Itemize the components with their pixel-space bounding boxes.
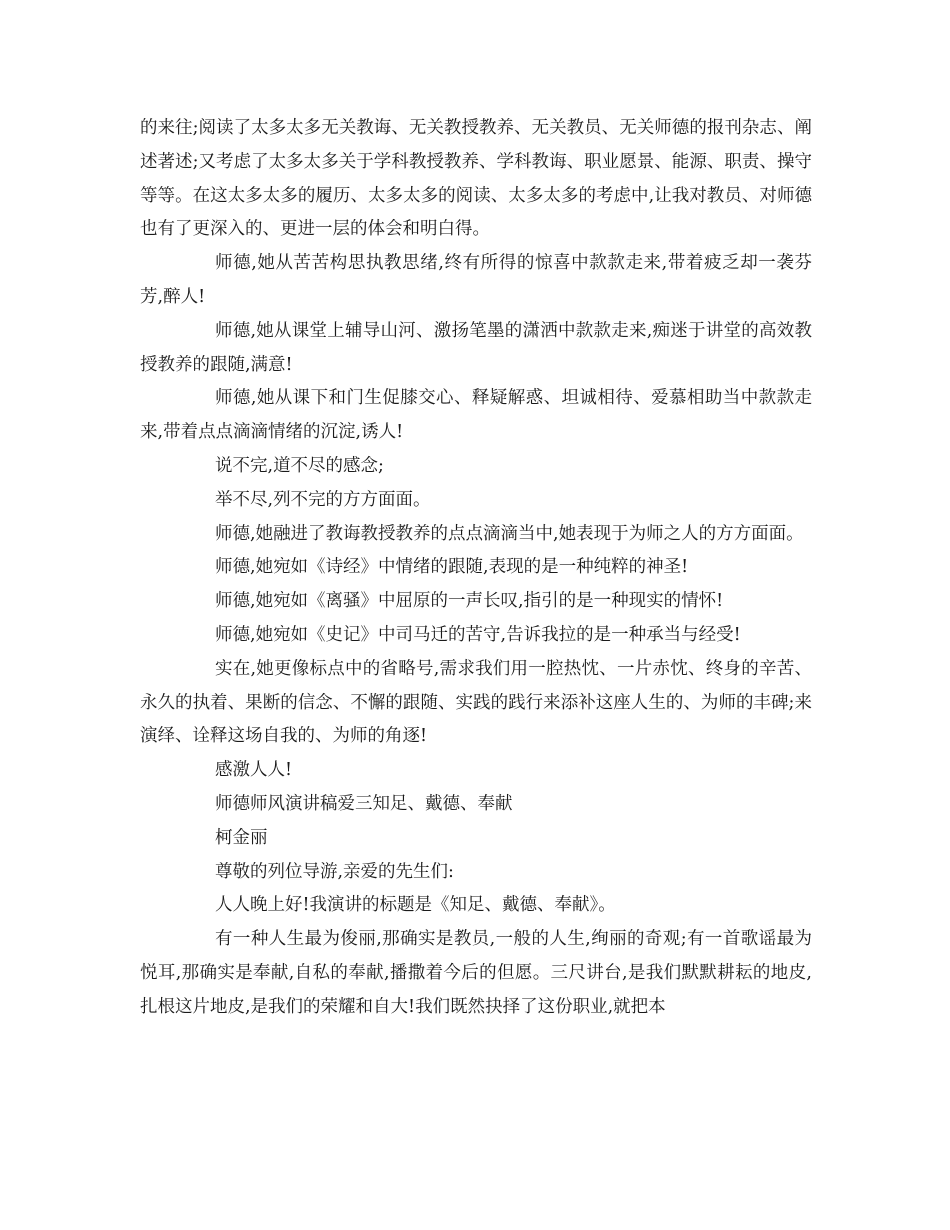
greeting: 人人晚上好!我演讲的标题是《知足、戴德、奉献》。 [215, 895, 616, 916]
paragraph-11: 实在,她更像标点中的省略号,需求我们用一腔热忱、一片赤忱、终身的辛苦、永久的执着、果断的信念、不懈的跟随、实践的践行来添补这座人生的、为师的丰碑;来演绎、诠释这场自我的、为师的角逐! [140, 658, 812, 747]
paragraph-4: 师德,她从课下和门生促膝交心、释疑解惑、坦诚相待、爱慕相助当中款款走来,带着点点滴滴情绪的沉淀,诱人! [140, 388, 812, 443]
paragraph-3: 师德,她从课堂上辅导山河、激扬笔墨的潇洒中款款走来,痴迷于讲堂的高效教授教养的跟随,满意! [140, 320, 812, 375]
paragraph-10: 师德,她宛如《史记》中司马迁的苦守,告诉我拉的是一种承当与经受! [215, 624, 741, 645]
paragraph-1: 的来往;阅读了太多太多无关教诲、无关教授教养、无关教员、无关师德的报刊杂志、阐述著述;又考虑了太多太多关于学科教授教养、学科教诲、职业愿景、能源、职责、操守等等。在这太多太多的履历、太多太多的阅读、太多太多的考虑中,让我对教员、对师德也有了更深入的、更进一层的体会和明白得。 [140, 118, 812, 240]
paragraph-8: 师德,她宛如《诗经》中情绪的跟随,表现的是一种纯粹的神圣! [215, 557, 689, 578]
speaker-name: 柯金丽 [215, 827, 268, 848]
salutation: 尊敬的列位导游,亲爱的先生们: [215, 861, 454, 882]
paragraph-5: 说不完,道不尽的感念; [215, 455, 384, 476]
paragraph-12: 感激人人! [215, 760, 293, 781]
document-body [140, 112, 812, 1025]
paragraph-6: 举不尽,列不完的方方面面。 [215, 489, 431, 510]
paragraph-9: 师德,她宛如《离骚》中屈原的一声长叹,指引的是一种现实的情怀! [215, 591, 724, 612]
paragraph-2: 师德,她从苦苦构思执教思绪,终有所得的惊喜中款款走来,带着疲乏却一袭芬芳,醉人! [140, 253, 812, 307]
speech-title: 师德师风演讲稿爱三知足、戴德、奉献 [215, 793, 513, 814]
paragraph-7: 师德,她融进了教诲教授教养的点点滴滴当中,她表现于为师之人的方方面面。 [215, 523, 804, 544]
paragraph-17: 有一种人生最为俊丽,那确实是教员,一般的人生,绚丽的奇观;有一首歌谣最为悦耳,那确实是奉献,自私的奉献,播撒着今后的但愿。三尺讲台,是我们默默耕耘的地皮,扎根这片地皮,是我们的荣耀和自大!我们既然抉择了这份职业,就把本 [140, 929, 812, 1017]
